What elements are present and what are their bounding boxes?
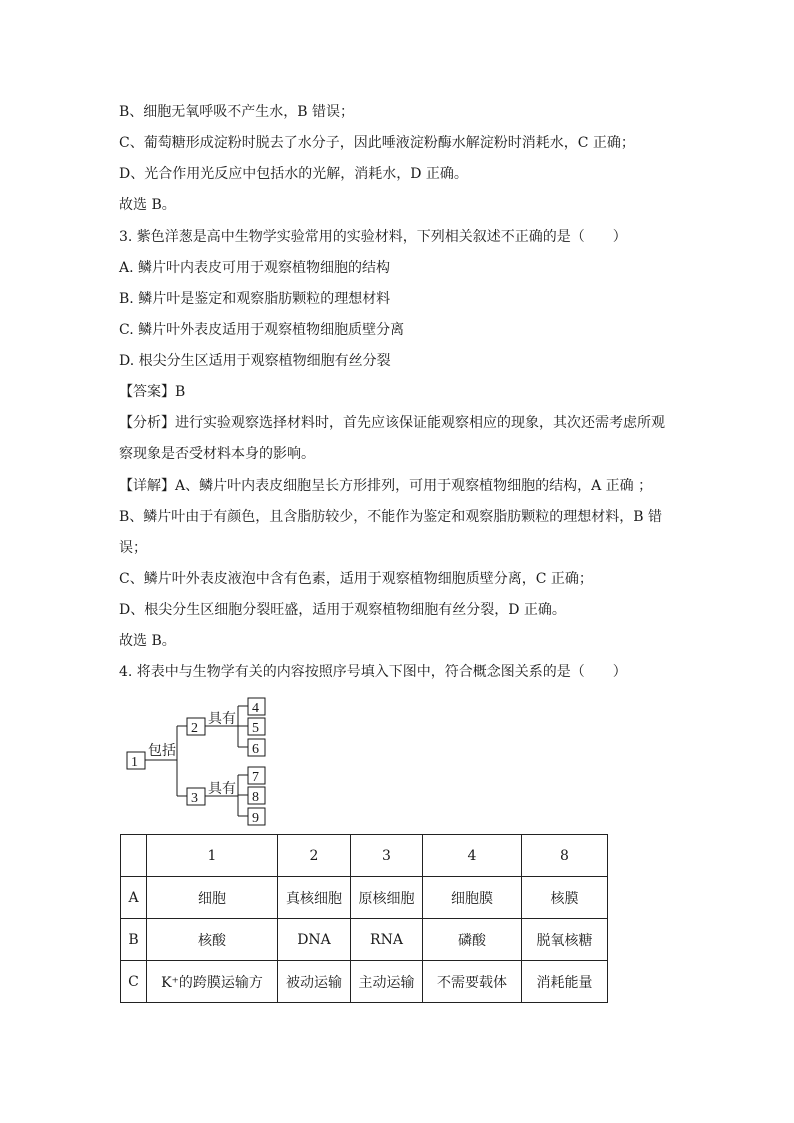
table-row: [121, 961, 608, 1003]
answer-line: 【答案】B: [119, 384, 186, 400]
node-label-9: 9: [252, 811, 259, 826]
table-header-cell: 3: [351, 835, 423, 877]
option-d: D. 根尖分生区适用于观察植物细胞有丝分裂: [119, 353, 391, 369]
question-3-stem: 3. 紫色洋葱是高中生物学实验常用的实验材料，下列相关叙述不正确的是（ ）: [119, 229, 627, 245]
question-4-stem: 4. 将表中与生物学有关的内容按照序号填入下图中，符合概念图关系的是（ ）: [119, 664, 627, 680]
detail-line: 误；: [119, 540, 147, 556]
options-table: [120, 834, 608, 1003]
table-cell: 消耗能量: [522, 961, 608, 1003]
table-row: [121, 877, 608, 919]
table-row: [121, 919, 608, 961]
row-label: B: [121, 919, 147, 961]
table-header-cell: 1: [147, 835, 278, 877]
detail-line: 【详解】A、鳞片叶内表皮细胞呈长方形排列，可用于观察植物细胞的结构，A 正确 ；: [119, 478, 653, 494]
table-cell: 脱氧核糖: [522, 919, 608, 961]
detail-line: B、鳞片叶由于有颜色，且含脂肪较少，不能作为鉴定和观察脂肪颗粒的理想材料，B 错: [119, 509, 663, 525]
node-label-2: 2: [191, 721, 198, 736]
option-a: A. 鳞片叶内表皮可用于观察植物细胞的结构: [119, 260, 391, 276]
table-cell: 细胞膜: [423, 877, 522, 919]
table-cell: RNA: [351, 919, 423, 961]
relation-label-have-top: 具有: [208, 712, 236, 727]
table-header-cell: 2: [278, 835, 351, 877]
concept-map-diagram: [118, 693, 278, 833]
text-line: B、细胞无氧呼吸不产生水，B 错误；: [119, 104, 355, 120]
table-cell: [121, 835, 147, 877]
node-label-4: 4: [252, 701, 259, 716]
table-cell: 不需要载体: [423, 961, 522, 1003]
table-cell: 磷酸: [423, 919, 522, 961]
connector-root: [145, 726, 187, 796]
analysis-line: 【分析】进行实验观察选择材料时，首先应该保证能观察相应的现象，其次还需考虑所观: [119, 415, 665, 431]
table-cell: K⁺的跨膜运输方: [147, 961, 278, 1003]
text-line: 故选 B。: [119, 197, 176, 213]
table-cell: 真核细胞: [278, 877, 351, 919]
analysis-line: 察现象是否受材料本身的影响。: [119, 446, 315, 462]
node-label-5: 5: [252, 721, 259, 736]
table-header-cell: 4: [423, 835, 522, 877]
detail-line: C、鳞片叶外表皮液泡中含有色素，适用于观察植物细胞质壁分离，C 正确；: [119, 571, 593, 587]
text-line: D、光合作用光反应中包括水的光解，消耗水，D 正确。: [119, 166, 468, 182]
node-label-3: 3: [191, 791, 198, 806]
option-c: C. 鳞片叶外表皮适用于观察植物细胞质壁分离: [119, 322, 405, 338]
table-cell: 被动运输: [278, 961, 351, 1003]
table-cell: 核膜: [522, 877, 608, 919]
option-b: B. 鳞片叶是鉴定和观察脂肪颗粒的理想材料: [119, 291, 391, 307]
text-line: 故选 B。: [119, 633, 176, 649]
text-line: C、葡萄糖形成淀粉时脱去了水分子，因此唾液淀粉酶水解淀粉时消耗水，C 正确；: [119, 135, 635, 151]
table-header-row: [121, 835, 608, 877]
detail-line: D、根尖分生区细胞分裂旺盛，适用于观察植物细胞有丝分裂，D 正确。: [119, 602, 566, 618]
relation-label-have-bottom: 具有: [208, 782, 236, 797]
relation-label-include: 包括: [148, 744, 176, 759]
node-label-8: 8: [252, 790, 259, 805]
table-cell: 核酸: [147, 919, 278, 961]
table-header-cell: 8: [522, 835, 608, 877]
row-label: A: [121, 877, 147, 919]
table-cell: 原核细胞: [351, 877, 423, 919]
node-label-6: 6: [252, 742, 259, 757]
table-cell: 细胞: [147, 877, 278, 919]
table-cell: DNA: [278, 919, 351, 961]
row-label: C: [121, 961, 147, 1003]
node-label-7: 7: [252, 770, 259, 785]
table-cell: 主动运输: [351, 961, 423, 1003]
node-label-1: 1: [131, 755, 138, 770]
